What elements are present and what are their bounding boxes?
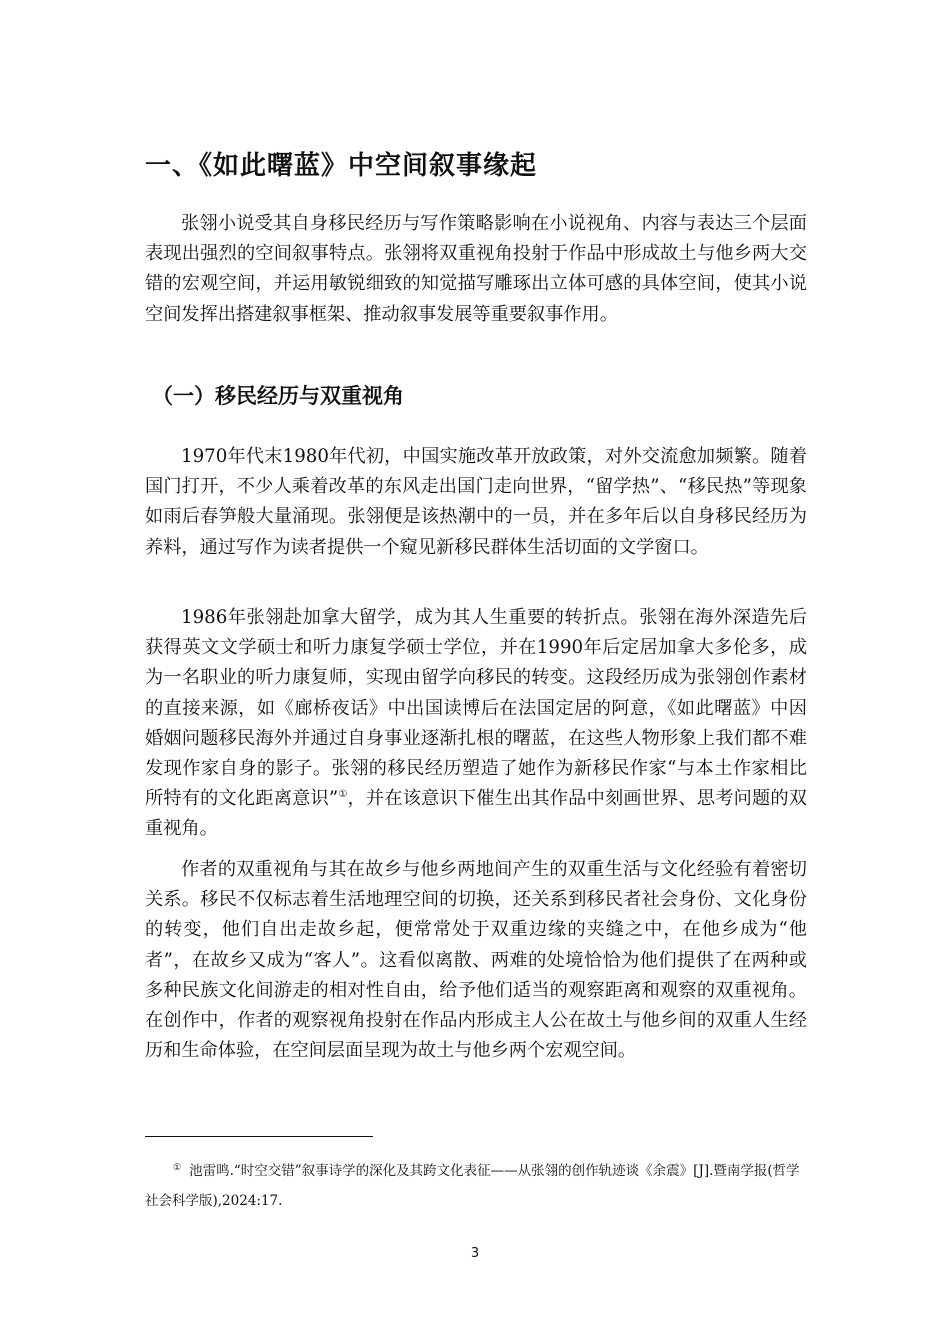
intro-paragraph: 张翎小说受其自身移民经历与写作策略影响在小说视角、内容与表达三个层面表现出强烈的空间叙事特点。张翎将双重视角投射于作品中形成故土与他乡两大交错的宏观空间，并运用敏锐细致的知觉描写雕琢出立体可感的具体空间，使其小说空间发挥出搭建叙事框架、推动叙事发展等重要叙事作用。 bbox=[145, 213, 807, 325]
footnote-mark: ① bbox=[173, 1162, 182, 1173]
footnote-divider bbox=[145, 1136, 373, 1137]
body-paragraph-2 bbox=[145, 603, 807, 845]
footnote-reference[interactable]: ① bbox=[338, 789, 348, 801]
subsection-heading: （一）移民经历与双重视角 bbox=[152, 384, 404, 408]
footnote bbox=[145, 1156, 807, 1216]
footnote-text: 池雷鸣.“时空交错”叙事诗学的深化及其跨文化表征——从张翎的创作轨迹谈《余震》[J].暨南学报(哲学社会科学版),2024:17. bbox=[145, 1163, 800, 1209]
paragraph-2-text-after: ，并在该意识下催生出其作品中刻画世界、思考问题的双重视角。 bbox=[145, 788, 807, 840]
section-heading: 一、《如此曙蓝》中空间叙事缘起 bbox=[145, 151, 538, 181]
paragraph-2-text-before: 1986年张翎赴加拿大留学，成为其人生重要的转折点。张翎在海外深造先后获得英文文学硕士和听力康复学硕士学位，并在1990年后定居加拿大多伦多，成为一名职业的听力康复师，实现由留学向移民的转变。这段经历成为张翎创作素材的直接来源，如《廊桥夜话》中出国读博后在法国定居的阿意，《如此曙蓝》中因婚姻问题移民海外并通过自身事业逐渐扎根的曙蓝，在这些人物形象上我们都不难发现作家自身的影子。张翎的移民经历塑造了她作为新移民作家“与本土作家相比所特有的文化距离意识” bbox=[145, 607, 807, 810]
body-paragraph-1: 1970年代末1980年代初，中国实施改革开放政策，对外交流愈加频繁。随着国门打开，不少人乘着改革的东风走出国门走向世界，“留学热”、“移民热”等现象如雨后春笋般大量涌现。张翎便是该热潮中的一员，并在多年后以自身移民经历为养料，通过写作为读者提供一个窥见新移民群体生活切面的文学窗口。 bbox=[145, 446, 807, 558]
page-number: 3 bbox=[470, 1246, 480, 1261]
body-paragraph-3: 作者的双重视角与其在故乡与他乡两地间产生的双重生活与文化经验有着密切关系。移民不仅标志着生活地理空间的切换，还关系到移民者社会身份、文化身份的转变，他们自出走故乡起，便常常处于双重边缘的夹缝之中，在他乡成为“他者”，在故乡又成为“客人”。这看似离散、两难的处境恰恰为他们提供了在两种或多种民族文化间游走的相对性自由，给予他们适当的观察距离和观察的双重视角。在创作中，作者的观察视角投射在作品内形成主人公在故土与他乡间的双重人生经历和生命体验，在空间层面呈现为故土与他乡两个宏观空间。 bbox=[145, 859, 807, 1062]
